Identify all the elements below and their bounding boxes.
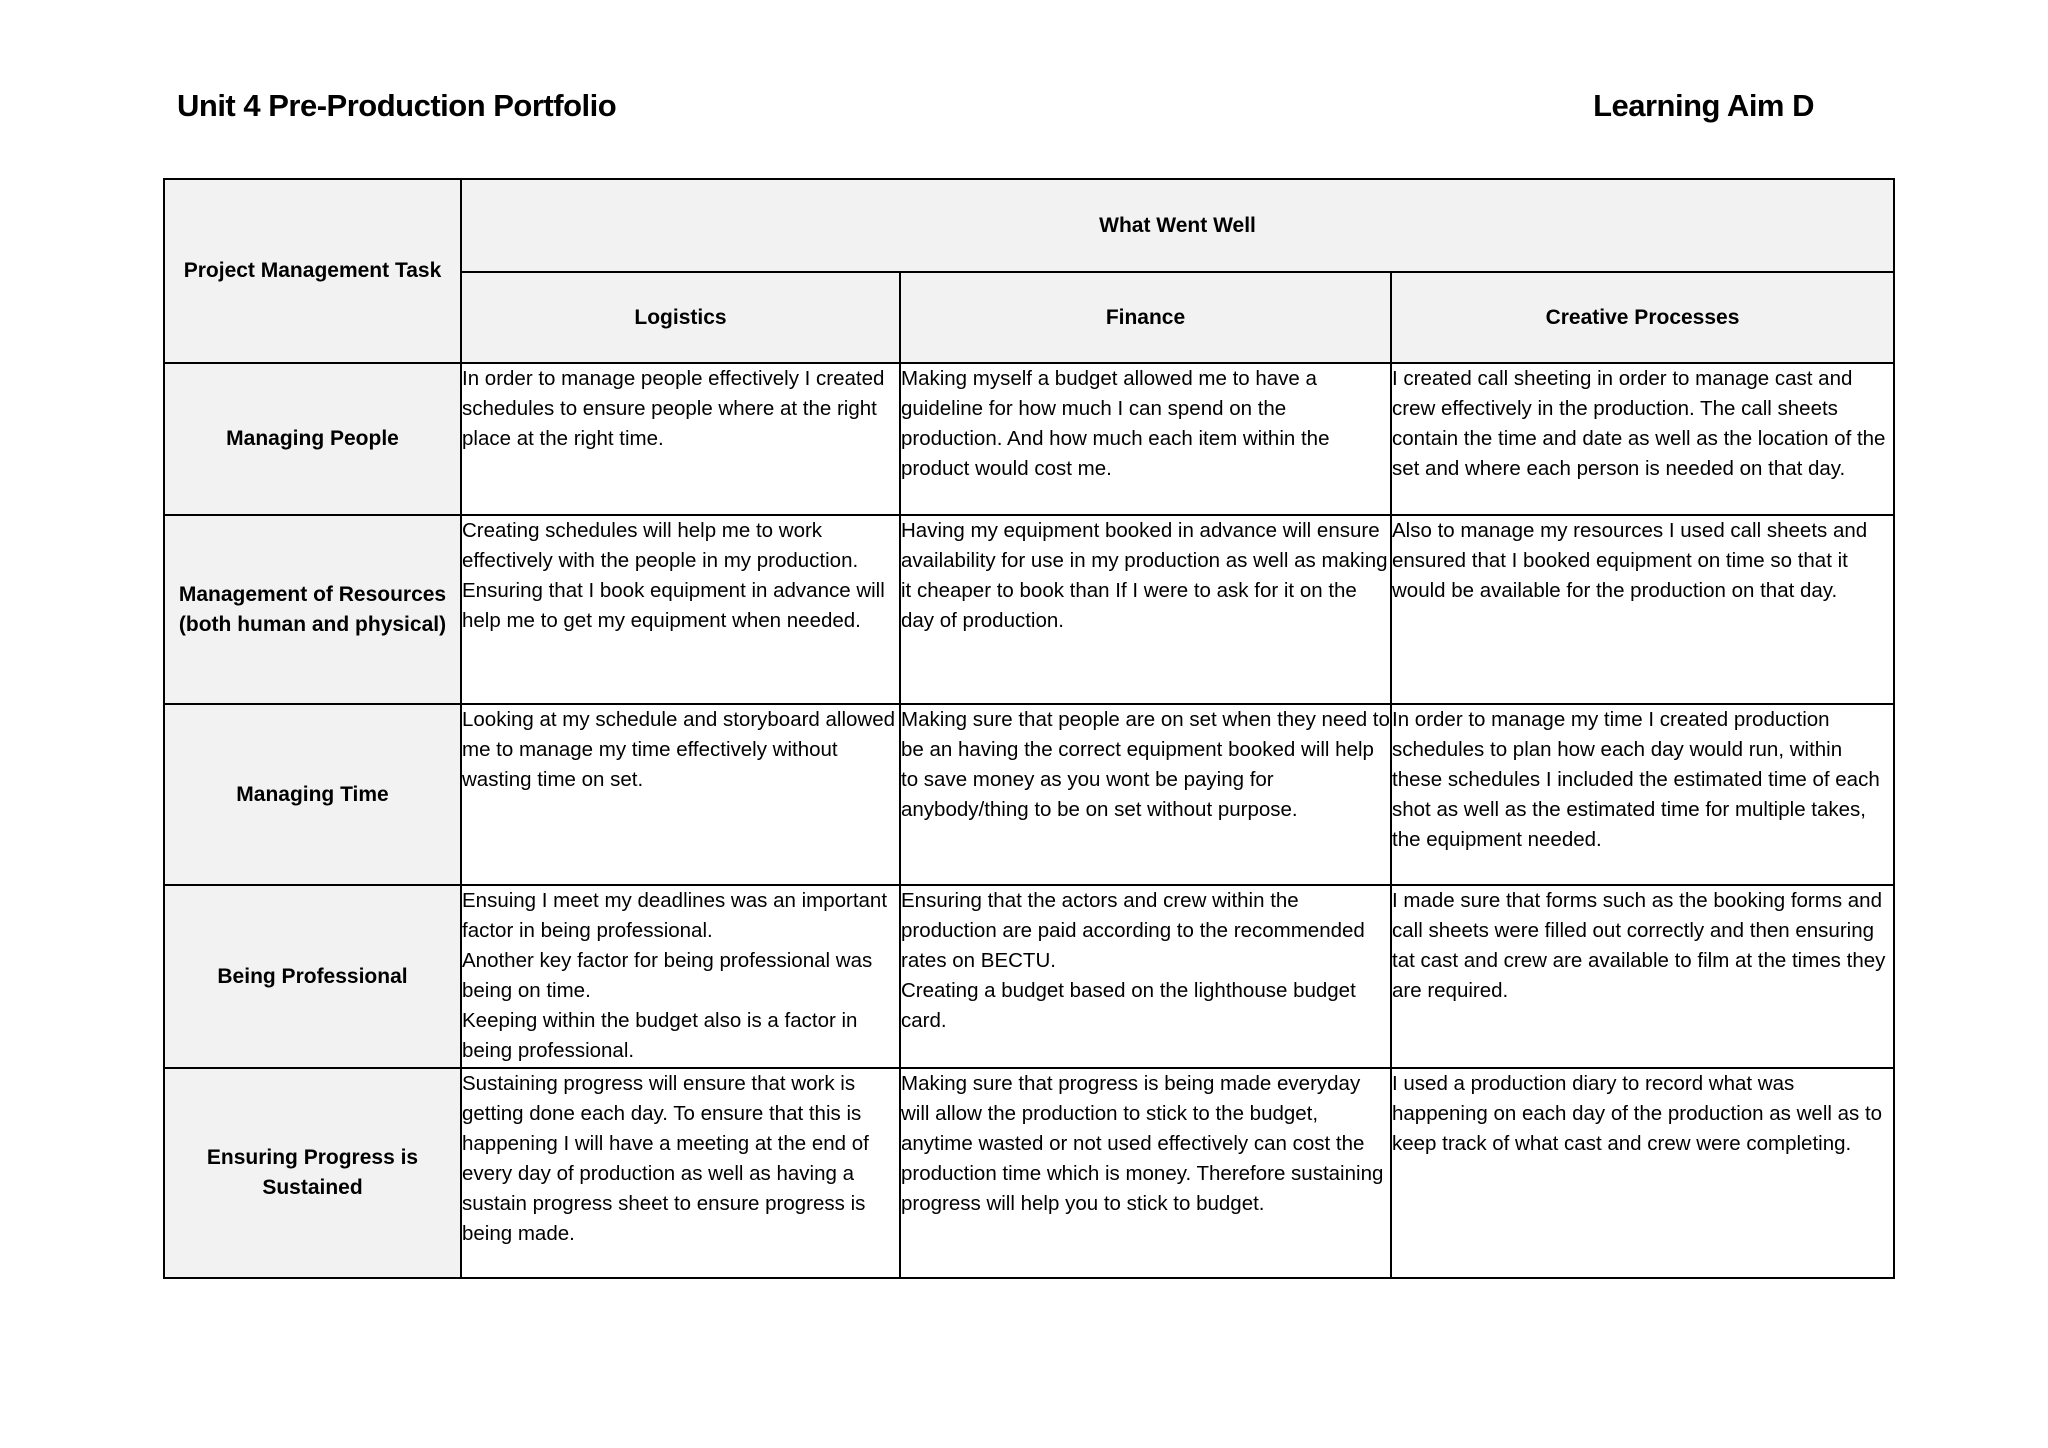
logistics-cell	[461, 1068, 900, 1278]
cell-text: I created call sheeting in order to manage cast and crew effectively in the production. The call sheets contain the time and date as well as the location of the set and where each person is needed on that day.	[1392, 367, 1886, 480]
finance-cell	[900, 704, 1391, 885]
creative-cell	[1391, 515, 1894, 704]
task-management-of-resources: Management of Resources (both human and physical)	[164, 515, 461, 704]
logistics-cell	[461, 363, 900, 515]
cell-text: Sustaining progress will ensure that work is getting done each day. To ensure that this is happening I will have a meeting at the end of every day of production as well as having a sustain progress sheet to ensure progress is being made.	[462, 1072, 869, 1245]
cell-text: Making sure that progress is being made everyday will allow the production to stick to the budget, anytime wasted or not used effectively can cost the production time which is money. Therefore sustaining progress will help you to stick to budget.	[901, 1072, 1384, 1215]
cell-text: Creating a budget based on the lighthouse budget card.	[901, 979, 1356, 1032]
table-row	[164, 515, 1894, 704]
cell-text: Having my equipment booked in advance will ensure availability for use in my production as well as making it cheaper to book than If I were to ask for it on the day of production.	[901, 519, 1388, 632]
logistics-cell	[461, 885, 900, 1068]
creative-cell	[1391, 363, 1894, 515]
task-being-professional: Being Professional	[164, 885, 461, 1068]
creative-cell	[1391, 1068, 1894, 1278]
finance-cell	[900, 1068, 1391, 1278]
table-row	[164, 1068, 1894, 1278]
table-row	[164, 885, 1894, 1068]
cell-text: Making myself a budget allowed me to have a guideline for how much I can spend on the production. And how much each item within the product would cost me.	[901, 367, 1330, 480]
creative-processes-column-header: Creative Processes	[1391, 272, 1894, 363]
task-ensuring-progress: Ensuring Progress is Sustained	[164, 1068, 461, 1278]
task-column-header: Project Management Task	[164, 179, 461, 363]
cell-text: Looking at my schedule and storyboard allowed me to manage my time effectively without wasting time on set.	[462, 708, 896, 791]
cell-text: Also to manage my resources I used call sheets and ensured that I booked equipment on time so that it would be available for the production on that day.	[1392, 519, 1868, 602]
task-managing-time: Managing Time	[164, 704, 461, 885]
logistics-cell	[461, 704, 900, 885]
cell-text: Keeping within the budget also is a factor in being professional.	[462, 1009, 858, 1062]
creative-cell	[1391, 704, 1894, 885]
finance-cell	[900, 363, 1391, 515]
cell-text: Another key factor for being professional was being on time.	[462, 949, 873, 1002]
cell-text: In order to manage my time I created production schedules to plan how each day would run, within these schedules I included the estimated time of each shot as well as the estimated time for multiple takes, the equipment needed.	[1392, 708, 1880, 851]
cell-text: Ensuing I meet my deadlines was an important factor in being professional.	[462, 889, 888, 942]
cell-text: In order to manage people effectively I created schedules to ensure people where at the right place at the right time.	[462, 367, 885, 450]
cell-text: I made sure that forms such as the booking forms and call sheets were filled out correctly and then ensuring tat cast and crew are available to film at the times they are required.	[1392, 889, 1886, 1002]
cell-text: Ensuring that I book equipment in advance will help me to get my equipment when needed.	[462, 579, 885, 632]
finance-cell	[900, 515, 1391, 704]
what-went-well-header: What Went Well	[461, 179, 1894, 272]
creative-cell	[1391, 885, 1894, 1068]
cell-text: Ensuring that the actors and crew within the production are paid according to the recommended rates on BECTU.	[901, 889, 1365, 972]
logistics-cell	[461, 515, 900, 704]
learning-aim-label: Learning Aim D	[1593, 88, 1814, 123]
project-management-table	[163, 178, 1895, 1279]
task-managing-people: Managing People	[164, 363, 461, 515]
finance-column-header: Finance	[900, 272, 1391, 363]
table-header-row	[164, 179, 1894, 272]
document-title: Unit 4 Pre-Production Portfolio	[177, 88, 617, 123]
cell-text: Making sure that people are on set when they need to be an having the correct equipment booked will help to save money as you wont be paying for anybody/thing to be on set without purpose.	[901, 708, 1390, 821]
logistics-column-header: Logistics	[461, 272, 900, 363]
cell-text: I used a production diary to record what was happening on each day of the production as well as to keep track of what cast and crew were completing.	[1392, 1072, 1883, 1155]
table-row	[164, 704, 1894, 885]
table-row	[164, 363, 1894, 515]
cell-text: Creating schedules will help me to work effectively with the people in my production.	[462, 519, 859, 572]
finance-cell	[900, 885, 1391, 1068]
